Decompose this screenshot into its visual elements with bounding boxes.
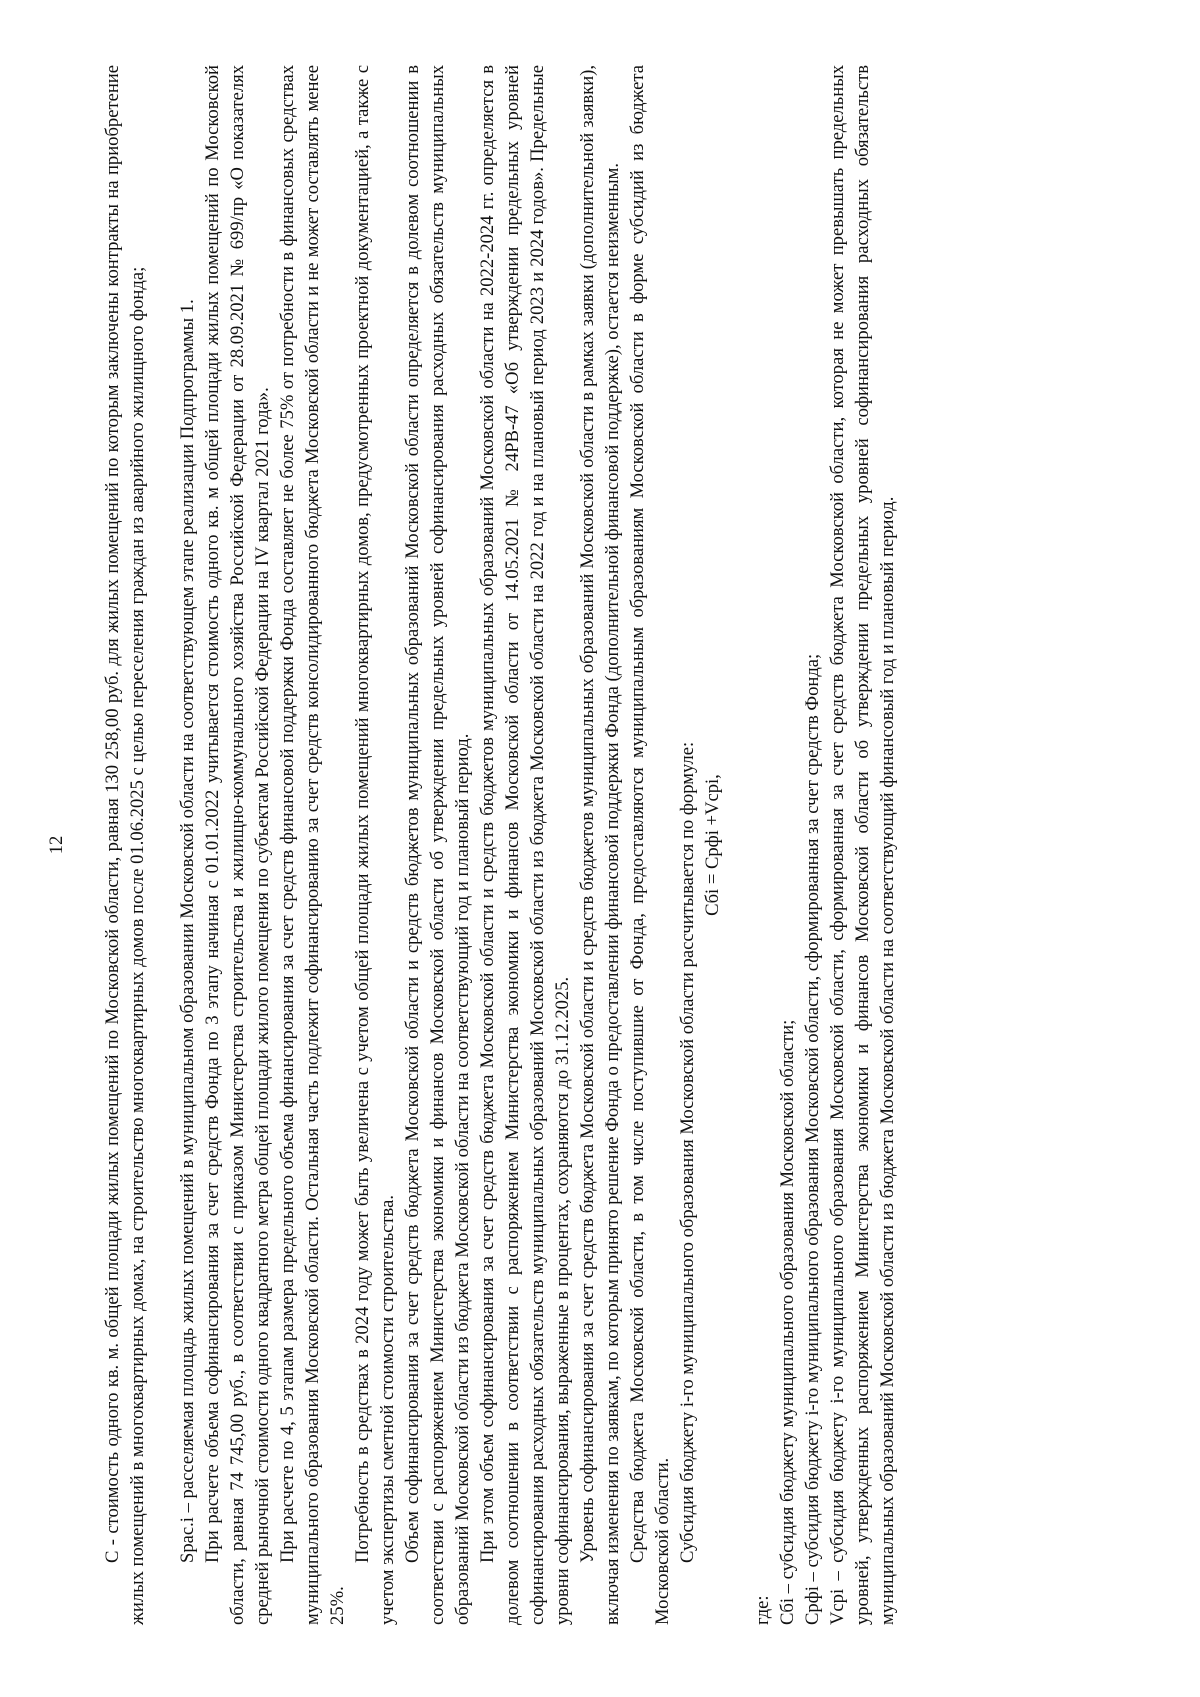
- paragraph-subsidy-form: Средства бюджета Московской области, в том числе поступившие от Фонда, предоставляются муниципальным образованиям Московской области в форме субсидий из бюджета Московской области.: [627, 65, 673, 1625]
- definition-vcri: Vcрi – субсидия бюджету i-го муниципального образования Московской области, сформированная за счет средств бюджета Московской области, которая не может превышать предельных уровней, утвержденных распоряжением Министерства экономики и финансов Московской области об утверждении предельных уровней софинансирования расходных обязательств муниципальных образований Московской области из бюджета Московской области на соответствующий финансовый год и плановый период.: [827, 65, 898, 1625]
- rotated-text-block: [46, 65, 1100, 1625]
- paragraph-stage4-5-calculation: При расчете по 4, 5 этапам размера предельного объема финансирования за счет средств финансовой поддержки Фонда составляет не более 75% от потребности в финансовых средствах муниципального образования Московской области. Остальная часть подлежит софинансированию за счет средств консолидированного бюджета Московской области и не может составлять менее 25%.: [277, 65, 348, 1625]
- paragraph-cofinancing-2022-2024: При этом объем софинансирования за счет средств бюджета Московской области и средств бюджетов муниципальных образований Московской области на 2022-2024 гг. определяется в долевом соотношении в соответствии с распоряжением Министерства экономики и финансов Московской области от 14.05.2021 № 24РВ-47 «Об утверждении предельных уровней софинансирования расходных обязательств муниципальных образований Московской области из бюджета Московской области на 2022 год и на плановый период 2023 и 2024 годов». Предельные уровни софинансирования, выраженные в процентах, сохраняются до 31.12.2025.: [477, 65, 573, 1625]
- document-body: [100, 65, 900, 1625]
- subsidy-formula: Cбi = Cрфi +Vcрi,: [702, 774, 723, 916]
- paragraph-2024-need: Потребность в средствах в 2024 году может быть увеличена с учетом общей площади жилых помещений многоквартирных домов, предусмотренных проектной документацией, а также с учетом экспертизы сметной стоимости строительства.: [352, 65, 398, 1625]
- paragraph-spac-definition: Spac.i – расселяемая площадь жилых помещений в муниципальном образовании Московской области на соответствующем этапе реализации Подпрограммы 1.: [177, 299, 198, 1563]
- paragraph-cofinancing-level: Уровень софинансирования за счет средств бюджета Московской области и средств бюджетов муниципальных образований Московской области в рамках заявки (дополнительной заявки), включая изменения по заявкам, по которым принято решение Фонда о предоставлении финансовой поддержки Фонда (дополнительной финансовой поддержке), остается неизменным.: [577, 65, 623, 1625]
- page-number: 12: [46, 835, 67, 855]
- paragraph-stage3-calculation: При расчете объема софинансирования за счет средств Фонда по 3 этапу начиная с 01.01.2022 учитывается стоимость одного кв. м общей площади жилых помещений по Московской области, равная 74 745,00 руб., в соответствии с приказом Министерства строительства и жилищно-коммунального хозяйства Российской Федерации от 28.09.2021 № 699/пр «О показателях средней рыночной стоимости одного квадратного метра общей площади жилого помещения по субъектам Российской Федерации на IV квартал 2021 года».: [202, 65, 273, 1625]
- where-label: где:: [752, 1595, 773, 1625]
- paragraph-cost-definition: С - стоимость одного кв. м. общей площади жилых помещений по Московской области, равная 130 258,00 руб. для жилых помещений по которым заключены контракты на приобретение жилых помещений в многоквартирных домах, на строительство многоквартирных домов после 01.06.2025 с целью переселения граждан из аварийного жилищного фонда;: [102, 65, 148, 1625]
- definition-crfi: Cрфi – субсидия бюджету i-го муниципального образования Московской области, сформированная за счет средств Фонда;: [802, 653, 823, 1625]
- paragraph-cofinancing-volume: Объем софинансирования за счет средств бюджета Московской области и средств бюджетов муниципальных образований Московской области определяется в долевом соотношении в соответствии с распоряжением Министерства экономики и финансов Московской области об утверждении предельных уровней софинансирования расходных обязательств муниципальных образований Московской области из бюджета Московской области на соответствующий год и плановый период.: [402, 65, 473, 1625]
- paragraph-formula-intro: Субсидия бюджету i-го муниципального образования Московской области рассчитывается по формуле:: [677, 741, 698, 1563]
- definition-cbi: Cбi – субсидия бюджету муниципального образования Московской области;: [777, 1019, 798, 1625]
